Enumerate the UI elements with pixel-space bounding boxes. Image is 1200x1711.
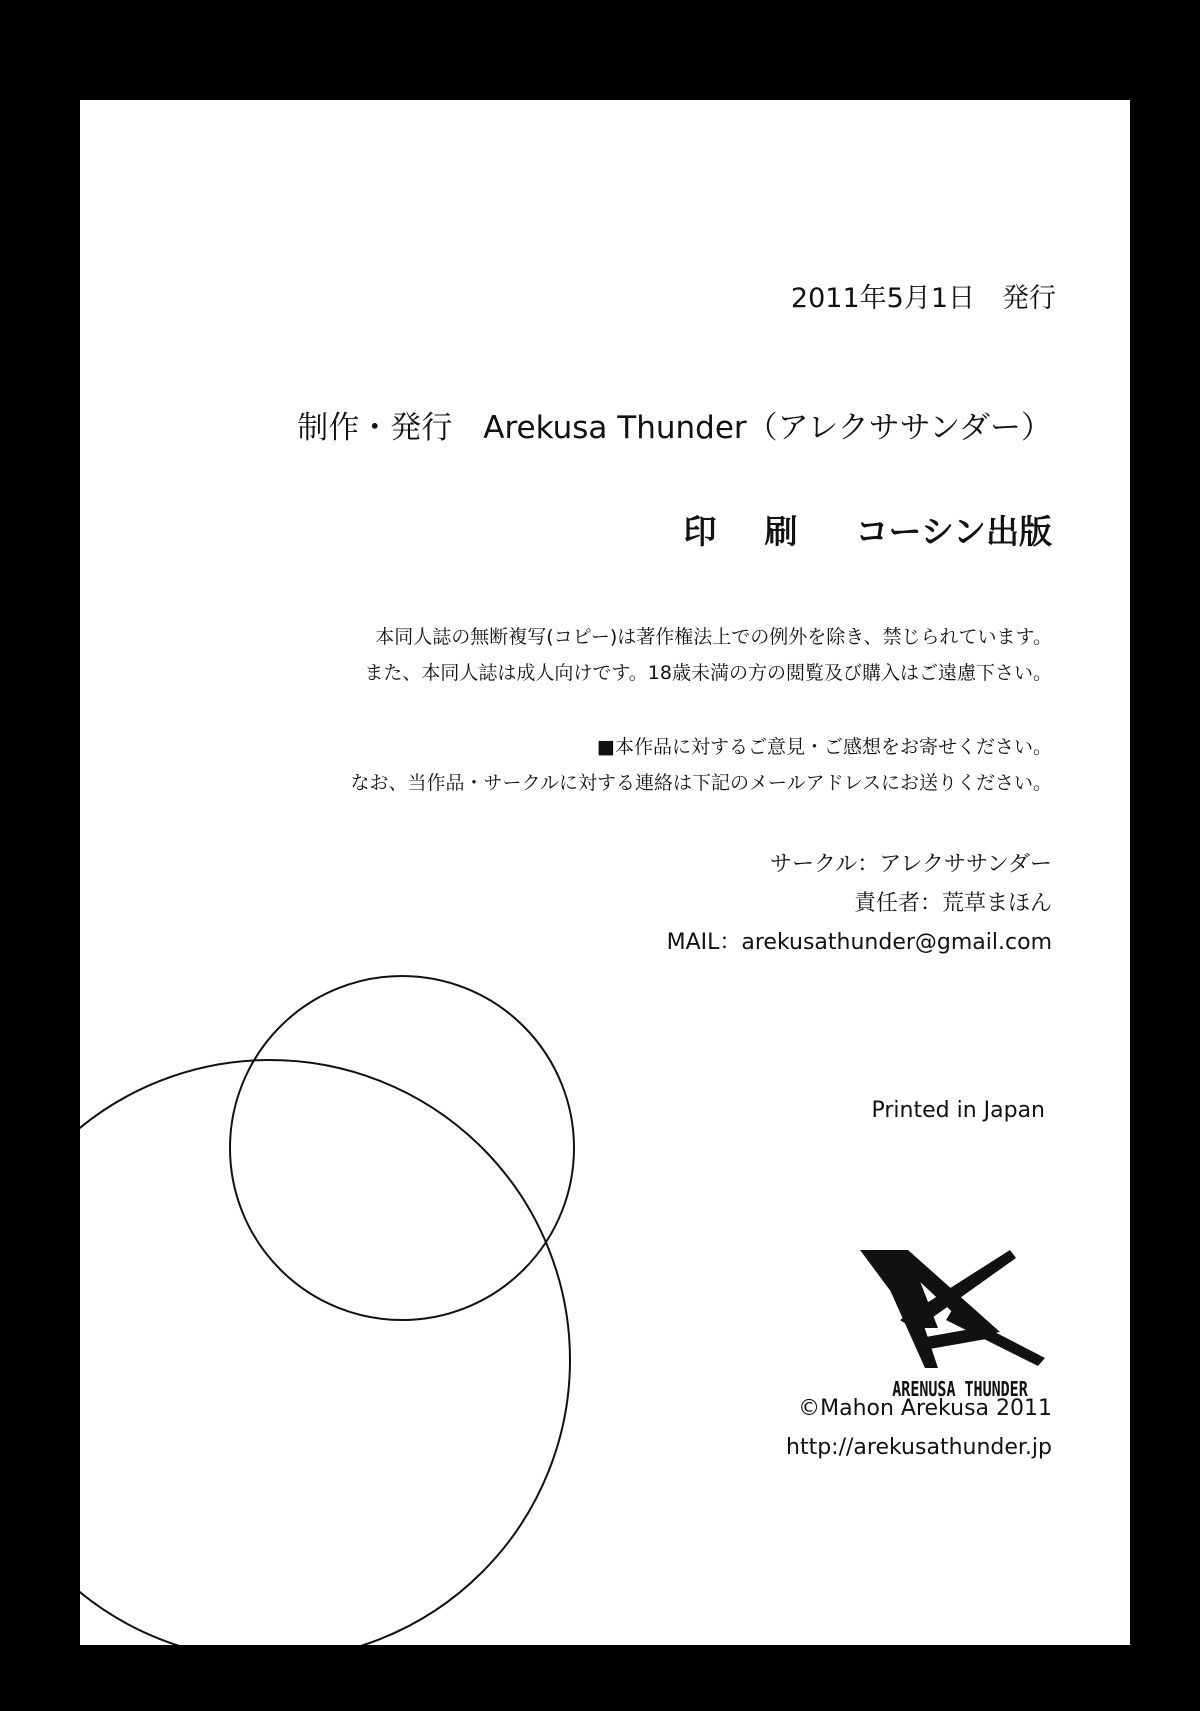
copyright-line: ©Mahon Arekusa 2011: [798, 1396, 1052, 1421]
producer-name: Arekusa Thunder（アレクササンダー）: [483, 410, 1052, 446]
small-circle: [230, 976, 574, 1320]
logo-text: ARENUSA THUNDER: [892, 1377, 1028, 1402]
large-circle: [80, 1060, 570, 1645]
printer-label: 印刷: [683, 512, 846, 551]
arekusa-thunder-logo: [860, 1250, 1060, 1402]
producer-label: 制作・発行: [297, 410, 453, 446]
contact-instruction: なお、当作品・サークルに対する連絡は下記のメールアドレスにお送りください。: [350, 772, 1052, 794]
person-in-charge: 責任者：荒草まほん: [853, 891, 1052, 916]
age-notice: また、本同人誌は成人向けです。18歳未満の方の閲覧及び購入はご遠慮下さい。: [364, 662, 1052, 684]
producer-line: [297, 410, 1052, 446]
mail-address: MAIL：arekusathunder@gmail.com: [666, 930, 1052, 955]
circle-name: サークル：アレクササンダー: [769, 852, 1052, 877]
printer-name: コーシン出版: [855, 512, 1052, 551]
colophon-page: [80, 100, 1130, 1645]
printed-in-japan: Printed in Japan: [871, 1098, 1045, 1123]
website-url: http://arekusathunder.jp: [786, 1435, 1052, 1460]
logo-mark-icon: [860, 1250, 1060, 1375]
copyright-notice: 本同人誌の無断複写(コピー)は著作権法上での例外を除き、禁じられています。: [375, 626, 1052, 648]
feedback-request: ■本作品に対するご意見・ご感想をお寄せください。: [597, 736, 1052, 758]
publication-date: 2011年5月1日 発行: [790, 283, 1056, 314]
printer-line: [683, 512, 1052, 551]
